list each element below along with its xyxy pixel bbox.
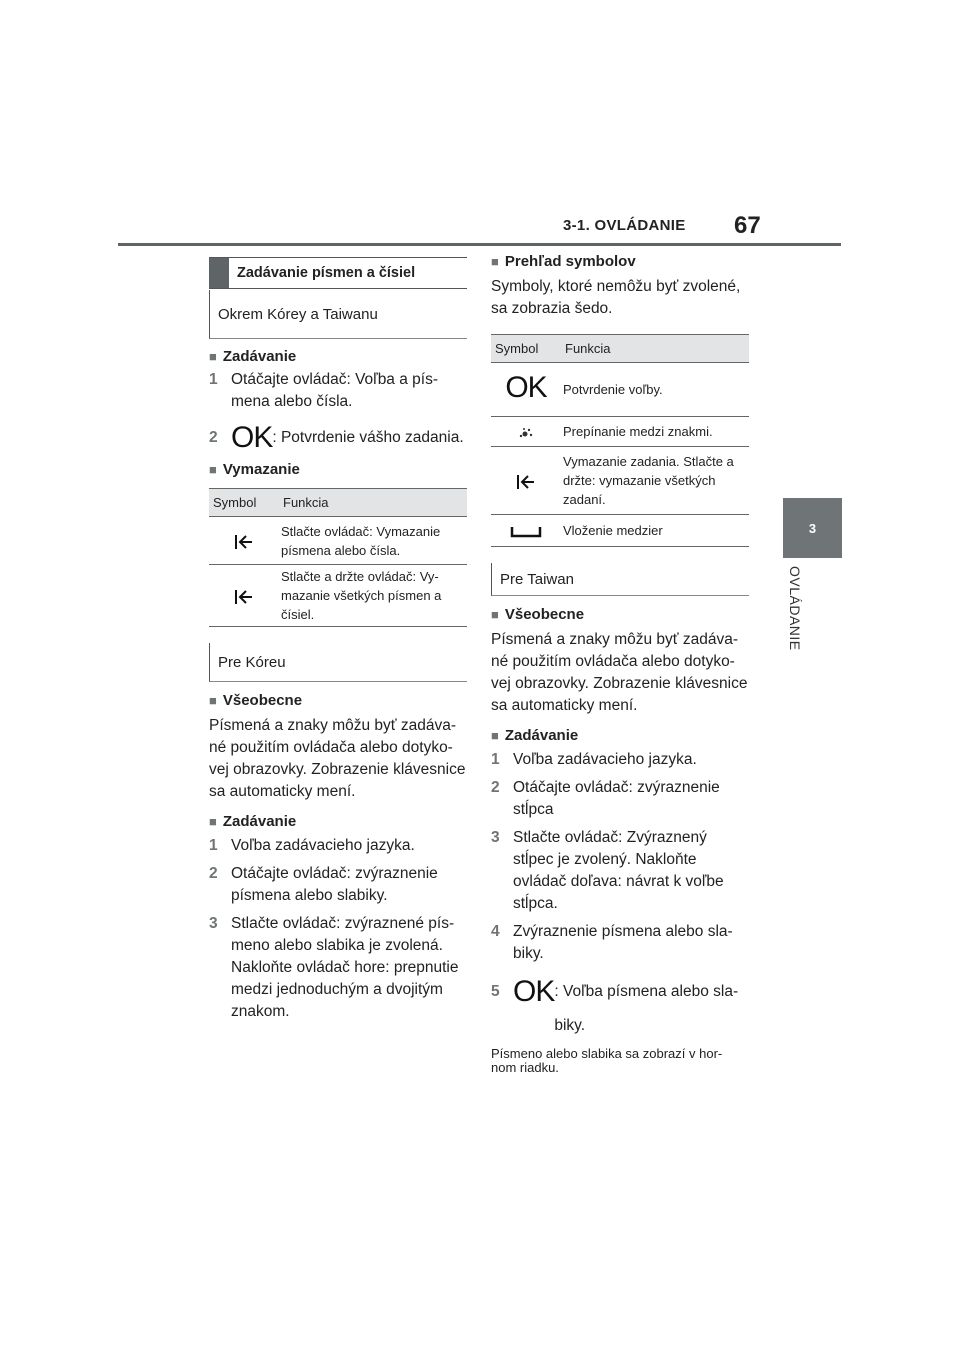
table-header-symbol: Symbol [209, 489, 279, 517]
symbol-table [209, 488, 467, 627]
table-cell-text: Stlačte ovládač: Vymazanie písmena alebo čísla. [279, 517, 467, 565]
backspace-icon [209, 517, 279, 565]
table-row [491, 363, 749, 417]
step-text: Voľba zadávacieho jazyka. [231, 837, 415, 854]
page-number: 67 [734, 212, 761, 239]
step [209, 369, 467, 413]
step-number: 1 [209, 371, 218, 388]
section-heading: ■ Všeobecne [491, 606, 749, 623]
table-cell-text: Vloženie medzier [561, 515, 749, 547]
section-heading: ■ Zadávanie [209, 813, 467, 830]
table-row [491, 447, 749, 515]
section-title: 3-1. OVLÁDANIE [563, 217, 686, 234]
subheading-box [209, 290, 467, 339]
paragraph: Písmená a znaky môžu byť zadáva- né použitím ovládača alebo dotyko- vej obrazovky. Zobrazenie klávesnice sa automaticky mení. [209, 717, 466, 800]
step-number: 3 [209, 915, 218, 932]
step [491, 827, 749, 915]
subheading-text: Okrem Kórey a Taiwanu [218, 305, 378, 323]
ok-icon: OK [513, 975, 555, 1008]
switch-chars-icon [491, 417, 561, 447]
step [491, 749, 749, 771]
paragraph: Symboly, ktoré nemôžu byť zvolené, sa zobrazia šedo. [491, 278, 741, 317]
section-heading: ■ Vymazanie [209, 461, 467, 478]
table-header-symbol: Symbol [491, 335, 561, 363]
section-heading: ■ Všeobecne [209, 692, 467, 709]
step [491, 921, 749, 965]
step [209, 863, 467, 907]
step-number: 4 [491, 923, 500, 940]
step [491, 777, 749, 821]
table-row [491, 515, 749, 547]
step [209, 913, 467, 1023]
subheading-text: Pre Taiwan [500, 570, 574, 588]
step-text: Zvýraznenie písmena alebo sla- biky. [513, 923, 733, 962]
table-row [209, 565, 467, 627]
table-row [491, 417, 749, 447]
subheading-text: Pre Kóreu [218, 653, 286, 671]
step-number: 3 [491, 829, 500, 846]
section-heading: ■ Zadávanie [209, 348, 467, 365]
box-title [209, 257, 467, 289]
table-header-funkcia: Funkcia [561, 335, 749, 363]
step-text: : Potvrdenie vášho zadania. [272, 429, 464, 446]
step-number: 2 [491, 779, 500, 796]
box-title-tab [209, 258, 229, 288]
box-title-text: Zadávanie písmen a čísiel [237, 265, 416, 281]
chapter-label [783, 566, 807, 686]
note-text: Písmeno alebo slabika sa zobrazí v hor- nom riadku. [491, 1046, 723, 1075]
step [491, 975, 749, 1043]
table-cell-text: Potvrdenie voľby. [561, 363, 749, 417]
step [209, 835, 467, 857]
step-text: : Voľba písmena alebo sla- biky. [554, 983, 739, 1034]
section-heading: ■ Zadávanie [491, 727, 749, 744]
step-text: Otáčajte ovládač: zvýraznenie stĺpca [513, 779, 720, 818]
step-text: Stlačte ovládač: zvýraznené pís- meno alebo slabika je zvolená. Nakloňte ovládač hore: prepnutie medzi jednoduchým a dvojitým znakom. [231, 915, 459, 1020]
step-number: 5 [491, 983, 500, 1000]
table-header-funkcia: Funkcia [279, 489, 467, 517]
symbol-table [491, 334, 749, 547]
section-heading: ■ Prehľad symbolov [491, 253, 749, 270]
step-text: Otáčajte ovládač: Voľba a pís- mena alebo čísla. [231, 371, 439, 410]
step-text: Voľba zadávacieho jazyka. [513, 751, 697, 768]
backspace-icon [491, 447, 561, 515]
table-cell-text: Vymazanie zadania. Stlačte a držte: vymazanie všetkých zadaní. [561, 447, 749, 515]
table-cell-text: Prepínanie medzi znakmi. [561, 417, 749, 447]
backspace-icon [209, 565, 279, 627]
subheading-box [491, 563, 749, 596]
chapter-label-text: OVLÁDANIE [787, 566, 803, 651]
header-rule [118, 243, 841, 246]
step-number: 2 [209, 429, 218, 446]
ok-icon: OK [231, 421, 273, 454]
step [209, 421, 467, 454]
table-row [209, 517, 467, 565]
right-column [491, 253, 749, 1075]
ok-icon-text: OK [505, 370, 547, 404]
step-number: 1 [209, 837, 218, 854]
step-number: 1 [491, 751, 500, 768]
chapter-tab: 3 [783, 498, 842, 558]
left-column [209, 257, 467, 1023]
space-icon [491, 515, 561, 547]
paragraph: Písmená a znaky môžu byť zadáva- né použitím ovládača alebo dotyko- vej obrazovky. Zobrazenie klávesnice sa automaticky mení. [491, 631, 748, 714]
subheading-box [209, 643, 467, 682]
ok-icon [491, 363, 561, 417]
step-number: 2 [209, 865, 218, 882]
table-cell-text: Stlačte a držte ovládač: Vy- mazanie všetkých písmen a čísiel. [279, 565, 467, 627]
step-text: Otáčajte ovládač: zvýraznenie písmena alebo slabiky. [231, 865, 438, 904]
step-text: Stlačte ovládač: Zvýraznený stĺpec je zvolený. Nakloňte ovládač doľava: návrat k voľbe stĺpca. [513, 829, 724, 912]
